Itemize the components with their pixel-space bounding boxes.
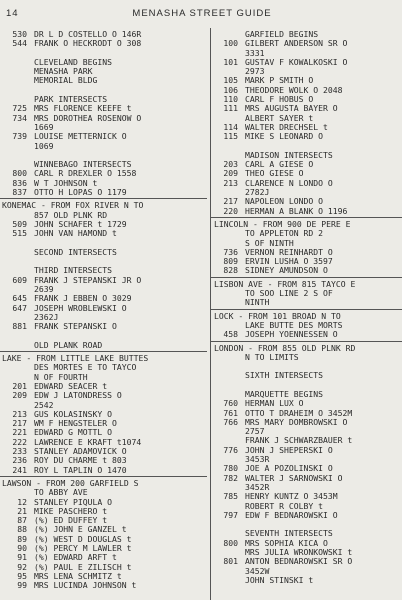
house-number: 828: [223, 265, 238, 276]
resident-name: FRANK O HECKRODT O 308: [34, 38, 142, 49]
street-description: LAKE - FROM LITTLE LAKE BUTTES: [2, 353, 149, 364]
house-number: 213: [223, 177, 238, 188]
resident-name: ROBERT R COLBY t: [245, 500, 323, 511]
house-number: 609: [12, 274, 27, 285]
street-heading: [212, 344, 402, 353]
house-number: 736: [223, 246, 238, 257]
resident-name: MADISON INTERSECTS: [245, 149, 333, 160]
resident-name: CLARENCE N LONDO O: [245, 177, 333, 188]
resident-name: WINNEBAGO INTERSECTS: [34, 159, 132, 170]
resident-name: LAKE BUTTE DES MORTS: [245, 319, 343, 330]
resident-name: 1069: [34, 140, 54, 151]
resident-name: JOSEPH WROBLEWSKI O: [34, 302, 127, 313]
resident-name: EDW J LATONDRESS O: [34, 390, 122, 401]
house-number: 233: [12, 446, 27, 457]
directory-entry: [212, 58, 402, 67]
resident-name: (%) PERCY M LAWLER t: [34, 543, 132, 554]
street-heading: [0, 479, 207, 488]
page-number: 14: [6, 8, 19, 19]
house-number: 797: [223, 509, 238, 520]
resident-name: WM F HENGSTELER O: [34, 418, 117, 429]
resident-name: MEMORIAL BLDG: [34, 75, 98, 86]
directory-entry: [212, 474, 402, 483]
house-number: 800: [12, 168, 27, 179]
directory-entry: [212, 179, 402, 188]
right-column: [212, 30, 402, 585]
street-description: KONEMAC - FROM FOX RIVER N TO: [2, 200, 144, 211]
house-number: 734: [12, 112, 27, 123]
house-number: 213: [12, 408, 27, 419]
resident-name: DES MORTES E TO TAYCO: [34, 362, 137, 373]
directory-entry: [0, 581, 207, 590]
resident-name: WALTER DRECHSEL t: [245, 121, 328, 132]
resident-name: FRANK STEPANSKI O: [34, 321, 117, 332]
column-divider: [210, 28, 211, 600]
section-rule: [210, 217, 402, 218]
resident-name: THEODORE WOLK O 2048: [245, 84, 343, 95]
section-rule: [210, 341, 402, 342]
street-description: LISBON AVE - FROM 815 TAYCO E: [214, 278, 356, 289]
directory-entry: [0, 363, 207, 372]
house-number: 760: [223, 398, 238, 409]
resident-name: ROY L TAPLIN O 1470: [34, 464, 127, 475]
house-number: 761: [223, 407, 238, 418]
resident-name: (%) JOHN E GANZEL t: [34, 524, 127, 535]
page-title: MENASHA STREET GUIDE: [132, 8, 272, 19]
house-number: 801: [223, 556, 238, 567]
directory-entry: [0, 466, 207, 475]
resident-name: NINTH: [245, 297, 270, 308]
house-number: 87: [17, 515, 27, 526]
house-number: 95: [17, 570, 27, 581]
house-number: 809: [223, 256, 238, 267]
resident-name: JOHN J SHEPERSKI O: [245, 444, 333, 455]
directory-entry: [0, 276, 207, 285]
house-number: 236: [12, 455, 27, 466]
directory-entry: [212, 557, 402, 566]
resident-name: NAPOLEON LONDO O: [245, 196, 323, 207]
house-number: 647: [12, 302, 27, 313]
resident-name: SEVENTH INTERSECTS: [245, 528, 333, 539]
house-number: 101: [223, 56, 238, 67]
resident-name: HERMAN A BLANK O 1196: [245, 205, 348, 216]
resident-name: MARQUETTE BEGINS: [245, 388, 323, 399]
house-number: 91: [17, 552, 27, 563]
directory-entry: [212, 353, 402, 362]
directory-entry: [212, 418, 402, 427]
directory-entry: [0, 58, 207, 67]
house-number: 12: [17, 496, 27, 507]
resident-name: OTTO H LOPAS O 1179: [34, 187, 127, 198]
house-number: 515: [12, 228, 27, 239]
directory-entry: [0, 188, 207, 197]
resident-name: (%) PAUL E ZILISCH t: [34, 561, 132, 572]
house-number: 21: [17, 505, 27, 516]
resident-name: CARL F HOBUS O: [245, 94, 314, 105]
resident-name: WALTER J SARNOWSKI O: [245, 472, 343, 483]
resident-name: MRS DOROTHEA ROSENOW O: [34, 112, 142, 123]
house-number: 105: [223, 75, 238, 86]
directory-entry: [212, 160, 402, 169]
house-number: 725: [12, 103, 27, 114]
house-number: 780: [223, 463, 238, 474]
resident-name: CARL R DREXLER O 1558: [34, 168, 137, 179]
resident-name: MIKE PASCHERO t: [34, 505, 108, 516]
house-number: 89: [17, 533, 27, 544]
directory-entry: [212, 207, 402, 216]
house-number: 739: [12, 131, 27, 142]
house-number: 544: [12, 38, 27, 49]
resident-name: LOUISE METTERNICK O: [34, 131, 127, 142]
resident-name: JOSEPH YOENNESSEN O: [245, 329, 338, 340]
resident-name: N TO LIMITS: [245, 351, 299, 362]
house-number: 645: [12, 293, 27, 304]
resident-name: 2782J: [245, 187, 270, 198]
resident-name: EDWARD G MOTTL O: [34, 427, 112, 438]
house-number: 458: [223, 329, 238, 340]
resident-name: 3452W: [245, 565, 270, 576]
directory-entry: [212, 330, 402, 339]
resident-name: JOHN VAN HAMOND t: [34, 228, 117, 239]
resident-name: GUS KOLASINSKY O: [34, 408, 112, 419]
resident-name: MRS FLORENCE KEEFE t: [34, 103, 132, 114]
house-number: 220: [223, 205, 238, 216]
directory-entry: [212, 446, 402, 455]
section-rule: [210, 309, 402, 310]
directory-entry: [0, 142, 207, 151]
resident-name: TO SOO LINE 2 S OF: [245, 288, 333, 299]
resident-name: EDW F BEDNAROWSKI O: [245, 509, 338, 520]
house-number: 209: [223, 168, 238, 179]
resident-name: SIDNEY AMUNDSON O: [245, 265, 328, 276]
resident-name: TO ABBY AVE: [34, 487, 88, 498]
resident-name: CLEVELAND BEGINS: [34, 56, 112, 67]
resident-name: ALBERT SAYER t: [245, 112, 314, 123]
directory-entry: [0, 304, 207, 313]
resident-name: MRS LUCINDA JOHNSON t: [34, 580, 137, 591]
resident-name: S OF NINTH: [245, 237, 294, 248]
directory-entry: [0, 67, 207, 76]
house-number: 800: [223, 537, 238, 548]
directory-entry: [0, 114, 207, 123]
resident-name: (%) ED DUFFEY t: [34, 515, 108, 526]
resident-name: EDWARD SEACER t: [34, 380, 108, 391]
resident-name: ANTON BEDNAROWSKI SR O: [245, 556, 353, 567]
resident-name: VERNON REINHARDT O: [245, 246, 333, 257]
directory-entry: [212, 289, 402, 298]
house-number: 99: [17, 580, 27, 591]
resident-name: OTTO T DRAHEIM O 3452M: [245, 407, 353, 418]
resident-name: JOHN SCHAFER t 1729: [34, 218, 127, 229]
directory-entry: [0, 132, 207, 141]
resident-name: MENASHA PARK: [34, 66, 93, 77]
resident-name: 857 OLD PLNK RD: [34, 209, 108, 220]
section-rule: [210, 277, 402, 278]
resident-name: MRS SOPHIA KICA O: [245, 537, 328, 548]
spacer: [0, 332, 207, 341]
house-number: 785: [223, 491, 238, 502]
directory-entry: [0, 341, 207, 350]
house-number: 836: [12, 177, 27, 188]
resident-name: 2757: [245, 426, 265, 437]
resident-name: N OF FOURTH: [34, 371, 88, 382]
directory-entry: [0, 39, 207, 48]
resident-name: 2639: [34, 284, 54, 295]
section-rule: [0, 198, 207, 199]
resident-name: OLD PLANK ROAD: [34, 339, 103, 350]
resident-name: GILBERT ANDERSON SR O: [245, 38, 348, 49]
house-number: 110: [223, 94, 238, 105]
resident-name: MARK P SMITH O: [245, 75, 314, 86]
resident-name: GUSTAV F KOWALKOSKI O: [245, 56, 348, 67]
resident-name: MRS LENA SCHMITZ t: [34, 570, 122, 581]
resident-name: 3452R: [245, 481, 270, 492]
house-number: 222: [12, 436, 27, 447]
resident-name: MRS MARY DOMBROWSKI O: [245, 416, 348, 427]
house-number: 92: [17, 561, 27, 572]
directory-entry: [0, 322, 207, 331]
directory-entry: [212, 132, 402, 141]
resident-name: 3331: [245, 47, 265, 58]
resident-name: 2973: [245, 66, 265, 77]
house-number: 241: [12, 464, 27, 475]
directory-entry: [212, 229, 402, 238]
resident-name: JOHN STINSKI t: [245, 574, 314, 585]
section-rule: [0, 476, 207, 477]
resident-name: GARFIELD BEGINS: [245, 29, 319, 39]
house-number: 766: [223, 416, 238, 427]
resident-name: (%) WEST D DOUGLAS t: [34, 533, 132, 544]
house-number: 530: [12, 29, 27, 39]
directory-entry: [0, 229, 207, 238]
house-number: 106: [223, 84, 238, 95]
resident-name: HENRY KUNTZ O 3453M: [245, 491, 338, 502]
house-number: 776: [223, 444, 238, 455]
directory-entry: [212, 390, 402, 399]
resident-name: 2542: [34, 399, 54, 410]
directory-entry: [212, 511, 402, 520]
directory-entry: [0, 248, 207, 257]
section-rule: [0, 351, 207, 352]
resident-name: MRS JULIA WRONKOWSKI t: [245, 547, 353, 558]
directory-entry: [0, 76, 207, 85]
left-column: [0, 30, 207, 591]
resident-name: ROY DU CHARME t 803: [34, 455, 127, 466]
house-number: 115: [223, 131, 238, 142]
resident-name: THEO GIESE O: [245, 168, 304, 179]
house-number: 114: [223, 121, 238, 132]
street-description: LONDON - FROM 855 OLD PLNK RD: [214, 342, 356, 353]
house-number: 88: [17, 524, 27, 535]
resident-name: FRANK J SCHWARZBAUER t: [245, 435, 353, 446]
street-description: LINCOLN - FROM 900 DE PERE E: [214, 218, 351, 229]
resident-name: 3453R: [245, 454, 270, 465]
resident-name: DR L D COSTELLO O 146R: [34, 29, 142, 39]
resident-name: CARL A GIESE O: [245, 159, 314, 170]
house-number: 209: [12, 390, 27, 401]
house-number: 221: [12, 427, 27, 438]
house-number: 100: [223, 38, 238, 49]
resident-name: JOE A POZOLINSKI O: [245, 463, 333, 474]
house-number: 837: [12, 187, 27, 198]
house-number: 111: [223, 103, 238, 114]
resident-name: PARK INTERSECTS: [34, 94, 108, 105]
resident-name: MRS AUGUSTA BAYER O: [245, 103, 338, 114]
resident-name: THIRD INTERSECTS: [34, 265, 112, 276]
resident-name: W T JOHNSON t: [34, 177, 98, 188]
resident-name: 1669: [34, 121, 54, 132]
directory-entry: [212, 371, 402, 380]
directory-entry: [212, 266, 402, 275]
house-number: 90: [17, 543, 27, 554]
resident-name: 2362J: [34, 311, 59, 322]
resident-name: STANLEY ADAMOVICK O: [34, 446, 127, 457]
house-number: 782: [223, 472, 238, 483]
resident-name: ERVIN LUSHA O 3597: [245, 256, 333, 267]
house-number: 217: [12, 418, 27, 429]
resident-name: SECOND INTERSECTS: [34, 246, 117, 257]
resident-name: TO APPLETON RD 2: [245, 228, 323, 239]
resident-name: STANLEY PIQULA O: [34, 496, 112, 507]
resident-name: SIXTH INTERSECTS: [245, 370, 323, 381]
resident-name: LAWRENCE E KRAFT t1074: [34, 436, 142, 447]
resident-name: (%) EDWARD ARFT t: [34, 552, 117, 563]
house-number: 509: [12, 218, 27, 229]
resident-name: HERMAN LUX O: [245, 398, 304, 409]
resident-name: FRANK J EBBEN O 3029: [34, 293, 132, 304]
directory-entry: [0, 169, 207, 178]
street-description: LAWSON - FROM 200 GARFIELD S: [2, 477, 139, 488]
house-number: 217: [223, 196, 238, 207]
directory-entry: [212, 576, 402, 585]
house-number: 881: [12, 321, 27, 332]
directory-entry: [212, 39, 402, 48]
directory-entry: [212, 298, 402, 307]
directory-entry: [0, 391, 207, 400]
street-description: LOCK - FROM 101 BROAD N TO: [214, 310, 341, 321]
house-number: 203: [223, 159, 238, 170]
resident-name: FRANK J STEPANSKI JR O: [34, 274, 142, 285]
house-number: 201: [12, 380, 27, 391]
resident-name: MIKE S LEONARD O: [245, 131, 323, 142]
